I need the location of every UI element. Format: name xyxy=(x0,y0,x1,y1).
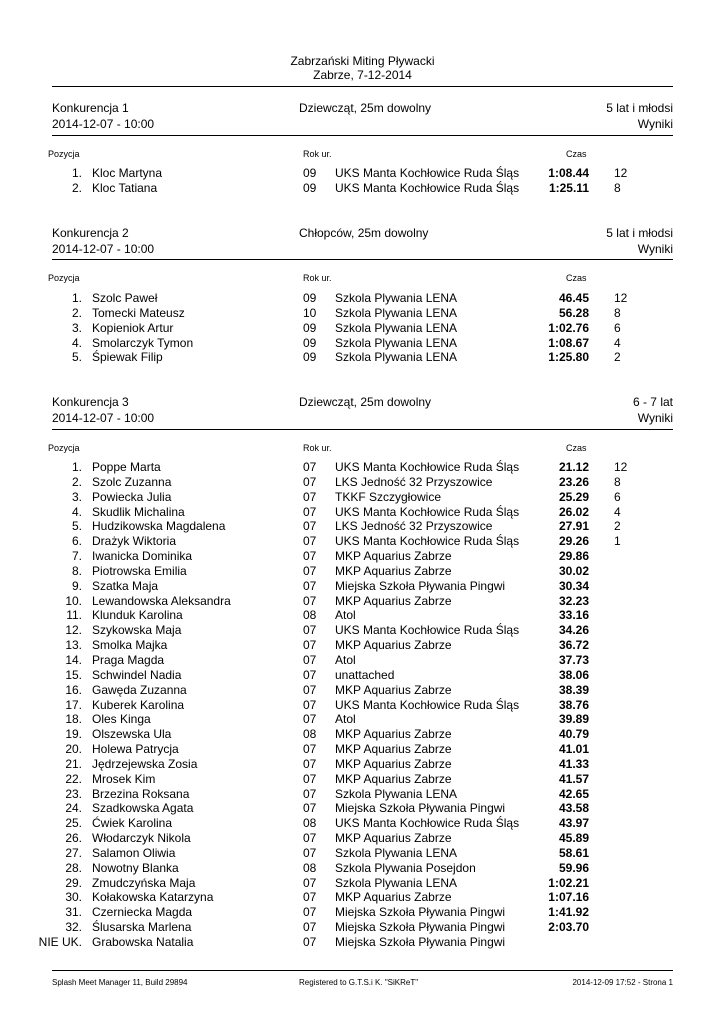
result-time: 45.89 xyxy=(558,831,589,846)
result-place: 3. xyxy=(71,320,82,335)
result-place: 1. xyxy=(71,460,82,474)
footer-timestamp-page: 2014-12-09 17:52 - Strona 1 xyxy=(572,978,673,987)
result-time: 23.26 xyxy=(558,474,589,489)
column-time: Czas xyxy=(566,443,587,453)
result-place: 2. xyxy=(71,474,82,489)
result-place: 22. xyxy=(65,771,82,786)
result-row xyxy=(0,787,725,802)
result-row xyxy=(0,668,725,683)
result-row xyxy=(0,336,725,351)
result-year: 08 xyxy=(303,608,317,623)
result-points: 12 xyxy=(614,291,628,305)
result-row xyxy=(0,757,725,772)
result-year: 09 xyxy=(303,320,317,335)
result-club: Szkola Plywania LENA xyxy=(335,786,458,801)
result-name: Gawęda Zuzanna xyxy=(92,682,187,697)
event-title: Chłopców, 25m dowolny xyxy=(299,226,429,240)
result-place: 32. xyxy=(65,920,82,935)
event-type: Wyniki xyxy=(637,117,673,131)
result-place: 8. xyxy=(71,563,82,578)
column-position: Pozycja xyxy=(48,149,80,159)
result-row xyxy=(0,890,725,905)
result-name: Szatka Maja xyxy=(92,578,159,593)
result-name: Zmudczyńska Maja xyxy=(92,875,196,890)
result-row xyxy=(0,638,725,653)
event-datetime: 2014-12-07 - 10:00 xyxy=(52,242,155,256)
result-place: 12. xyxy=(65,623,82,638)
result-time: 29.26 xyxy=(558,534,589,549)
result-name: Powiecka Julia xyxy=(92,489,172,504)
result-points: 2 xyxy=(614,350,621,365)
result-year: 07 xyxy=(303,623,317,638)
result-club: UKS Manta Kochłowice Ruda Śląs xyxy=(335,816,520,831)
result-year: 07 xyxy=(303,667,317,682)
event-age-group: 5 lat i młodsi xyxy=(606,101,673,115)
result-club: UKS Manta Kochłowice Ruda Śląs xyxy=(335,697,520,712)
result-place: 29. xyxy=(65,875,82,890)
result-row xyxy=(0,905,725,920)
result-time: 36.72 xyxy=(558,638,589,653)
result-name: Skudlik Michalina xyxy=(92,504,185,519)
result-time: 41.57 xyxy=(558,771,589,786)
result-place: 2. xyxy=(71,305,82,320)
result-row xyxy=(0,816,725,831)
result-time: 41.01 xyxy=(558,742,589,757)
result-place: 30. xyxy=(65,890,82,905)
result-place: 25. xyxy=(65,816,82,831)
result-points: 4 xyxy=(614,504,621,519)
column-time: Czas xyxy=(566,149,587,159)
results-list xyxy=(0,291,725,365)
result-club: UKS Manta Kochłowice Ruda Śląs xyxy=(335,504,520,519)
result-year: 07 xyxy=(303,697,317,712)
column-headers xyxy=(0,273,725,285)
result-points: 8 xyxy=(614,305,621,320)
event-header xyxy=(0,226,725,266)
result-name: Holewa Patrycja xyxy=(92,742,179,757)
column-position: Pozycja xyxy=(48,443,80,453)
result-place: 9. xyxy=(71,578,82,593)
result-name: Kloc Tatiana xyxy=(92,180,158,195)
result-points: 12 xyxy=(614,460,628,474)
result-club: MKP Aquarius Zabrze xyxy=(335,756,452,771)
result-place: 4. xyxy=(71,504,82,519)
result-club: MKP Aquarius Zabrze xyxy=(335,727,452,742)
event-title: Dziewcząt, 25m dowolny xyxy=(299,101,432,115)
result-year: 07 xyxy=(303,474,317,489)
result-name: Smolarczyk Tymon xyxy=(92,335,194,350)
event-type: Wyniki xyxy=(637,411,673,425)
result-name: Praga Magda xyxy=(92,652,165,667)
result-time: 25.29 xyxy=(558,489,589,504)
result-time: 34.26 xyxy=(558,623,589,638)
event-datetime: 2014-12-07 - 10:00 xyxy=(52,411,155,425)
result-club: Szkola Plywania LENA xyxy=(335,875,458,890)
result-year: 07 xyxy=(303,920,317,935)
result-name: Schwindel Nadia xyxy=(92,667,182,682)
result-year: 07 xyxy=(303,534,317,549)
result-time: 2:03.70 xyxy=(548,920,589,935)
result-club: UKS Manta Kochłowice Ruda Śląs xyxy=(335,460,520,474)
result-name: Klunduk Karolina xyxy=(92,608,183,623)
result-time: 38.06 xyxy=(558,667,589,682)
result-club: TKKF Szczygłowice xyxy=(335,489,442,504)
result-row xyxy=(0,801,725,816)
result-row xyxy=(0,534,725,549)
result-year: 07 xyxy=(303,563,317,578)
result-year: 07 xyxy=(303,742,317,757)
event-rule xyxy=(52,259,673,260)
result-club: Szkola Plywania Posejdon xyxy=(335,860,476,875)
result-year: 07 xyxy=(303,905,317,920)
result-row xyxy=(0,920,725,935)
result-points: 8 xyxy=(614,180,621,195)
result-row xyxy=(0,549,725,564)
column-position: Pozycja xyxy=(48,273,80,283)
result-time: 58.61 xyxy=(558,845,589,860)
result-place: 26. xyxy=(65,831,82,846)
result-name: Drażyk Wiktoria xyxy=(92,534,177,549)
column-year: Rok ur. xyxy=(303,443,332,453)
result-row xyxy=(0,608,725,623)
result-name: Kloc Martyna xyxy=(92,166,163,180)
result-year: 07 xyxy=(303,593,317,608)
result-time: 1:25.11 xyxy=(548,180,589,195)
result-name: Nowotny Blanka xyxy=(92,860,179,875)
event-datetime: 2014-12-07 - 10:00 xyxy=(52,117,155,131)
result-place: 23. xyxy=(65,786,82,801)
result-time: 29.86 xyxy=(558,549,589,564)
result-year: 07 xyxy=(303,801,317,816)
result-name: Poppe Marta xyxy=(92,460,161,474)
result-year: 07 xyxy=(303,786,317,801)
column-headers xyxy=(0,443,725,455)
result-year: 07 xyxy=(303,845,317,860)
result-points: 8 xyxy=(614,474,621,489)
result-place: 31. xyxy=(65,905,82,920)
result-time: 43.97 xyxy=(558,816,589,831)
result-year: 09 xyxy=(303,350,317,365)
event-age-group: 5 lat i młodsi xyxy=(606,226,673,240)
result-time: 40.79 xyxy=(558,727,589,742)
result-club: MKP Aquarius Zabrze xyxy=(335,831,452,846)
result-time: 27.91 xyxy=(558,519,589,534)
result-place: NIE UK. xyxy=(38,935,82,949)
result-place: 11. xyxy=(66,608,82,623)
result-time: 1:07.16 xyxy=(548,890,589,905)
result-time: 30.34 xyxy=(558,578,589,593)
result-place: 24. xyxy=(65,801,82,816)
result-name: Smolka Majka xyxy=(92,638,168,653)
result-points: 6 xyxy=(614,489,621,504)
result-name: Tomecki Mateusz xyxy=(92,305,185,320)
result-points: 1 xyxy=(614,534,621,549)
result-club: Szkola Plywania LENA xyxy=(335,291,458,305)
result-name: Mrosek Kim xyxy=(92,771,156,786)
result-place: 16. xyxy=(65,682,82,697)
result-time: 21.12 xyxy=(558,460,589,474)
result-year: 08 xyxy=(303,860,317,875)
result-time: 1:25.80 xyxy=(548,350,589,365)
result-row xyxy=(0,861,725,876)
result-row xyxy=(0,727,725,742)
result-time: 43.58 xyxy=(558,801,589,816)
event-rule xyxy=(52,135,673,136)
result-name: Kopieniok Artur xyxy=(92,320,174,335)
result-club: MKP Aquarius Zabrze xyxy=(335,549,452,564)
result-club: UKS Manta Kochłowice Ruda Śląs xyxy=(335,180,520,195)
result-time: 32.23 xyxy=(558,593,589,608)
result-year: 07 xyxy=(303,578,317,593)
result-club: MKP Aquarius Zabrze xyxy=(335,890,452,905)
result-place: 6. xyxy=(71,534,82,549)
result-time: 30.02 xyxy=(558,563,589,578)
result-time: 1:08.44 xyxy=(548,166,589,180)
result-name: Szadkowska Agata xyxy=(92,801,194,816)
result-place: 28. xyxy=(65,860,82,875)
result-name: Brzezina Roksana xyxy=(92,786,190,801)
result-row xyxy=(0,698,725,713)
result-time: 1:02.76 xyxy=(548,320,589,335)
column-headers xyxy=(0,149,725,161)
result-row xyxy=(0,831,725,846)
meet-place-date: Zabrze, 7-12-2014 xyxy=(313,68,412,82)
result-time: 46.45 xyxy=(558,291,589,305)
event-age-group: 6 - 7 lat xyxy=(632,395,673,409)
results-list xyxy=(0,166,725,196)
result-place: 20. xyxy=(65,742,82,757)
result-name: Piotrowska Emilia xyxy=(92,563,187,578)
result-year: 08 xyxy=(303,727,317,742)
result-place: 19. xyxy=(65,727,82,742)
result-row xyxy=(0,460,725,475)
result-place: 4. xyxy=(71,335,82,350)
result-place: 14. xyxy=(65,652,82,667)
result-time: 38.39 xyxy=(558,682,589,697)
result-place: 27. xyxy=(65,845,82,860)
result-year: 07 xyxy=(303,935,317,949)
result-time: 38.76 xyxy=(558,697,589,712)
result-name: Szolc Zuzanna xyxy=(92,474,172,489)
result-time: 26.02 xyxy=(558,504,589,519)
result-year: 07 xyxy=(303,756,317,771)
result-name: Hudzikowska Magdalena xyxy=(92,519,226,534)
result-club: MKP Aquarius Zabrze xyxy=(335,682,452,697)
result-row xyxy=(0,490,725,505)
result-place: 10. xyxy=(65,593,82,608)
result-row xyxy=(0,846,725,861)
result-name: Włodarczyk Nikola xyxy=(92,831,191,846)
result-year: 07 xyxy=(303,831,317,846)
result-club: unattached xyxy=(335,667,395,682)
result-row xyxy=(0,306,725,321)
result-row xyxy=(0,742,725,757)
result-club: MKP Aquarius Zabrze xyxy=(335,638,452,653)
result-time: 56.28 xyxy=(558,305,589,320)
result-club: Szkola Plywania LENA xyxy=(335,335,458,350)
result-time: 1:02.21 xyxy=(548,875,589,890)
result-name: Ślusarska Marlena xyxy=(92,920,192,935)
meet-title: Zabrzański Miting Pływacki xyxy=(290,54,435,68)
event-number: Konkurencja 1 xyxy=(52,101,129,115)
result-time: 33.16 xyxy=(558,608,589,623)
result-club: Atol xyxy=(335,712,356,727)
result-row xyxy=(0,505,725,520)
result-points: 6 xyxy=(614,320,621,335)
result-row xyxy=(0,623,725,638)
result-name: Iwanicka Dominika xyxy=(92,549,193,564)
result-row xyxy=(0,519,725,534)
result-club: MKP Aquarius Zabrze xyxy=(335,563,452,578)
result-row xyxy=(0,712,725,727)
event-title: Dziewcząt, 25m dowolny xyxy=(299,395,432,409)
result-points: 4 xyxy=(614,335,621,350)
result-year: 09 xyxy=(303,291,317,305)
footer-software: Splash Meet Manager 11, Build 29894 xyxy=(52,978,188,987)
result-time: 59.96 xyxy=(558,860,589,875)
result-year: 07 xyxy=(303,652,317,667)
result-place: 5. xyxy=(71,519,82,534)
result-name: Oles Kinga xyxy=(92,712,151,727)
result-year: 07 xyxy=(303,489,317,504)
result-row xyxy=(0,594,725,609)
result-row xyxy=(0,291,725,306)
result-time: 41.33 xyxy=(558,756,589,771)
result-club: Miejska Szkoła Pływania Pingwi xyxy=(335,935,506,949)
result-place: 1. xyxy=(71,291,82,305)
result-club: UKS Manta Kochłowice Ruda Śląs xyxy=(335,166,520,180)
result-row xyxy=(0,683,725,698)
column-year: Rok ur. xyxy=(303,149,332,159)
result-club: Szkola Plywania LENA xyxy=(335,320,458,335)
footer-rule xyxy=(52,970,673,971)
result-club: LKS Jedność 32 Przyszowice xyxy=(335,519,493,534)
column-time: Czas xyxy=(566,273,587,283)
result-name: Lewandowska Aleksandra xyxy=(92,593,231,608)
result-row xyxy=(0,166,725,181)
result-club: Miejska Szkoła Pływania Pingwi xyxy=(335,801,506,816)
event-type: Wyniki xyxy=(637,242,673,256)
result-club: UKS Manta Kochłowice Ruda Śląs xyxy=(335,534,520,549)
result-year: 07 xyxy=(303,549,317,564)
result-time: 37.73 xyxy=(558,652,589,667)
result-club: MKP Aquarius Zabrze xyxy=(335,742,452,757)
result-row xyxy=(0,181,725,196)
result-place: 2. xyxy=(71,180,82,195)
result-name: Salamon Oliwia xyxy=(92,845,176,860)
result-row xyxy=(0,876,725,891)
result-name: Szolc Paweł xyxy=(92,291,158,305)
result-year: 07 xyxy=(303,712,317,727)
result-club: UKS Manta Kochłowice Ruda Śląs xyxy=(335,623,520,638)
column-year: Rok ur. xyxy=(303,273,332,283)
result-row xyxy=(0,321,725,336)
result-year: 07 xyxy=(303,771,317,786)
result-place: 1. xyxy=(71,166,82,180)
result-club: Miejska Szkoła Pływania Pingwi xyxy=(335,920,506,935)
result-row xyxy=(0,475,725,490)
result-place: 3. xyxy=(71,489,82,504)
result-name: Szykowska Maja xyxy=(92,623,182,638)
event-number: Konkurencja 3 xyxy=(52,395,129,409)
result-club: Szkola Plywania LENA xyxy=(335,305,458,320)
result-place: 7. xyxy=(71,549,82,564)
result-year: 10 xyxy=(303,305,317,320)
result-name: Kołakowska Katarzyna xyxy=(92,890,214,905)
result-name: Czerniecka Magda xyxy=(92,905,193,920)
event-rule xyxy=(52,429,673,430)
result-time: 1:41.92 xyxy=(548,905,589,920)
result-name: Śpiewak Filip xyxy=(92,350,163,365)
result-year: 07 xyxy=(303,519,317,534)
result-year: 07 xyxy=(303,504,317,519)
result-place: 13. xyxy=(65,638,82,653)
result-year: 07 xyxy=(303,460,317,474)
result-place: 5. xyxy=(71,350,82,365)
result-row xyxy=(0,653,725,668)
result-club: Szkola Plywania LENA xyxy=(335,845,458,860)
result-club: MKP Aquarius Zabrze xyxy=(335,593,452,608)
result-year: 09 xyxy=(303,166,317,180)
result-club: LKS Jedność 32 Przyszowice xyxy=(335,474,493,489)
event-number: Konkurencja 2 xyxy=(52,226,129,240)
result-name: Kuberek Karolina xyxy=(92,697,185,712)
result-place: 21. xyxy=(65,756,82,771)
result-row xyxy=(0,350,725,365)
result-club: Miejska Szkoła Pływania Pingwi xyxy=(335,578,506,593)
result-year: 07 xyxy=(303,638,317,653)
result-name: Ćwiek Karolina xyxy=(92,816,173,831)
result-place: 15. xyxy=(65,667,82,682)
result-year: 07 xyxy=(303,682,317,697)
result-row xyxy=(0,772,725,787)
results-list xyxy=(0,460,725,950)
result-club: Miejska Szkoła Pływania Pingwi xyxy=(335,905,506,920)
result-time: 39.89 xyxy=(558,712,589,727)
result-time: 1:08.67 xyxy=(548,335,589,350)
result-year: 08 xyxy=(303,816,317,831)
result-row xyxy=(0,564,725,579)
result-name: Olszewska Ula xyxy=(92,727,172,742)
result-place: 17. xyxy=(65,697,82,712)
result-points: 12 xyxy=(614,166,628,180)
result-points: 2 xyxy=(614,519,621,534)
result-year: 07 xyxy=(303,875,317,890)
result-time: 42.65 xyxy=(558,786,589,801)
result-year: 09 xyxy=(303,180,317,195)
result-row xyxy=(0,579,725,594)
result-row xyxy=(0,935,725,950)
result-year: 07 xyxy=(303,890,317,905)
result-club: Szkola Plywania LENA xyxy=(335,350,458,365)
result-place: 18. xyxy=(65,712,82,727)
header-rule xyxy=(52,86,673,87)
result-club: Atol xyxy=(335,608,356,623)
result-year: 09 xyxy=(303,335,317,350)
result-name: Jędrzejewska Zosia xyxy=(92,756,198,771)
result-name: Grabowska Natalia xyxy=(92,935,194,949)
result-club: Atol xyxy=(335,652,356,667)
footer-registration: Registered to G.T.S.i K. "SiKReT" xyxy=(299,978,419,987)
result-club: MKP Aquarius Zabrze xyxy=(335,771,452,786)
